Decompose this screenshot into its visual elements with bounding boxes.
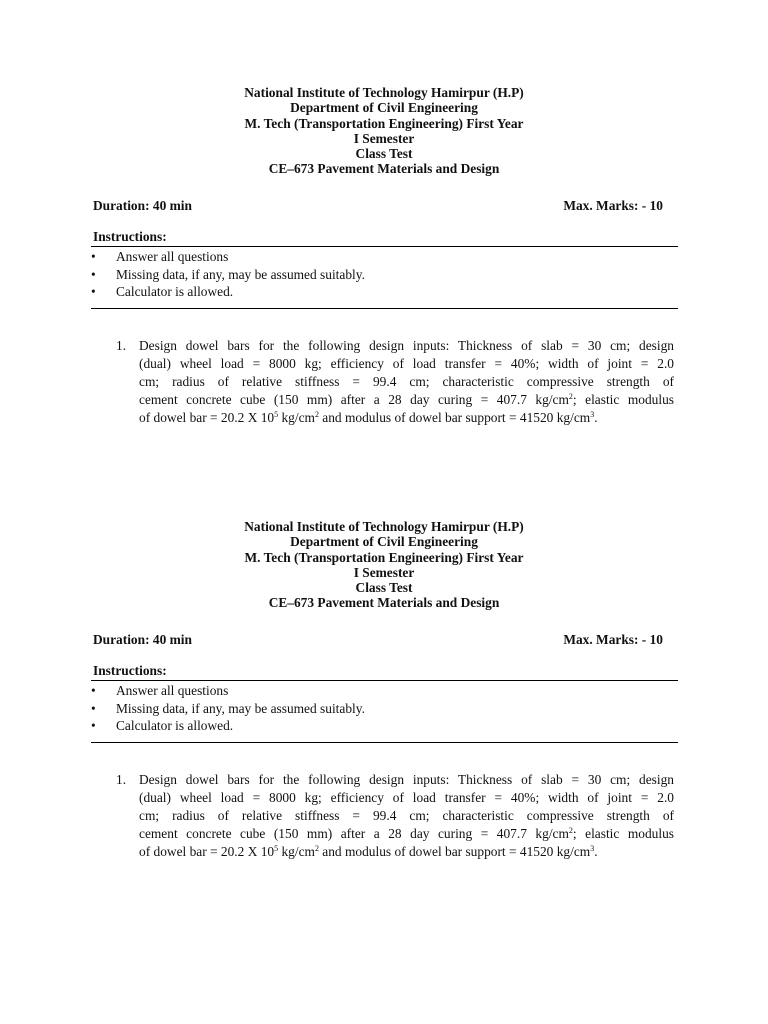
bullet-icon: •	[91, 718, 96, 733]
duration-label: Duration: 40 min	[93, 198, 192, 213]
bullet-icon: •	[91, 284, 96, 299]
instructions-title: Instructions:	[93, 229, 167, 244]
instruction-item: • Calculator is allowed.	[91, 284, 234, 299]
paper-header	[0, 519, 768, 611]
course-title: CE–673 Pavement Materials and Design	[268, 161, 500, 177]
semester-label: I Semester	[353, 564, 415, 580]
question-number: 1.	[116, 338, 127, 353]
max-marks-label: Max. Marks: - 10	[563, 198, 663, 213]
divider	[91, 680, 678, 681]
instructions-list	[91, 248, 365, 301]
duration-label: Duration: 40 min	[93, 632, 192, 647]
divider	[91, 742, 678, 743]
instruction-item: • Answer all questions	[91, 683, 229, 698]
instruction-item: • Missing data, if any, may be assumed suitably.	[91, 700, 365, 716]
question-paper-1	[0, 85, 768, 425]
max-marks-label: Max. Marks: - 10	[563, 632, 663, 647]
instruction-item: • Calculator is allowed.	[91, 718, 234, 733]
instructions-title: Instructions:	[93, 663, 167, 678]
paper-header	[0, 85, 768, 177]
program-name: M. Tech (Transportation Engineering) First Year	[244, 549, 524, 565]
department-name: Department of Civil Engineering	[290, 100, 478, 116]
test-label: Class Test	[355, 146, 413, 162]
course-title: CE–673 Pavement Materials and Design	[268, 595, 500, 611]
bullet-icon: •	[91, 700, 96, 716]
question-text: Design dowel bars for the following design inputs: Thickness of slab = 30 cm; design (dual) wheel load = 8000 kg; efficiency of load transfer = 40%; width of joint = 2.0 cm; radius of relative stiffness = 99.4 cm; characteristic compressive strength of cement concrete cube (150 mm) after a 28 day curing = 407.7 $kg/cm^2$; elastic modulus of dowel bar = 20.2 X $10^5$ $kg/cm^2$ and modulus of dowel bar support = 41520 $kg/cm^3$.	[139, 338, 674, 425]
institute-name: National Institute of Technology Hamirpur (H.P)	[244, 85, 524, 100]
exam-meta	[93, 198, 663, 214]
bullet-icon: •	[91, 683, 96, 698]
test-label: Class Test	[355, 580, 413, 596]
instruction-item: • Answer all questions	[91, 249, 229, 264]
bullet-icon: •	[91, 266, 96, 282]
institute-name: National Institute of Technology Hamirpur (H.P)	[244, 519, 524, 534]
question-number: 1.	[116, 772, 127, 787]
question-paper-2	[0, 519, 768, 859]
divider	[91, 246, 678, 247]
semester-label: I Semester	[353, 130, 415, 146]
department-name: Department of Civil Engineering	[290, 534, 478, 550]
exam-meta	[93, 632, 663, 648]
instruction-item: • Missing data, if any, may be assumed suitably.	[91, 266, 365, 282]
divider	[91, 308, 678, 309]
bullet-icon: •	[91, 249, 96, 264]
instructions-list	[91, 682, 365, 735]
question-text: Design dowel bars for the following design inputs: Thickness of slab = 30 cm; design (dual) wheel load = 8000 kg; efficiency of load transfer = 40%; width of joint = 2.0 cm; radius of relative stiffness = 99.4 cm; characteristic compressive strength of cement concrete cube (150 mm) after a 28 day curing = 407.7 $kg/cm^2$; elastic modulus of dowel bar = 20.2 X $10^5$ $kg/cm^2$ and modulus of dowel bar support = 41520 $kg/cm^3$.	[139, 772, 674, 859]
program-name: M. Tech (Transportation Engineering) First Year	[244, 115, 524, 131]
